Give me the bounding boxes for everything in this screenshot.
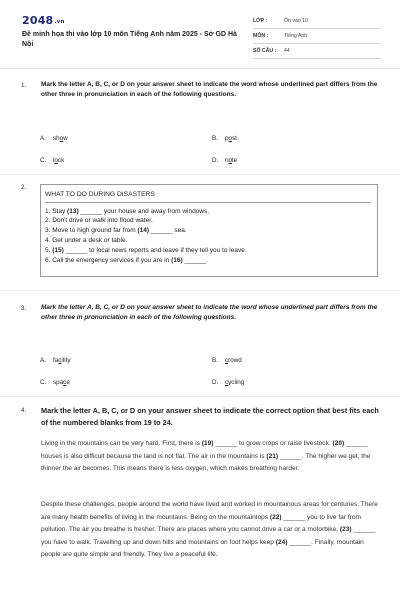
meta-count-key: SỐ CÂU : [253, 48, 277, 54]
exam-header [0, 0, 400, 68]
site-logo[interactable] [22, 14, 65, 27]
option-underlined-part: c [225, 357, 229, 364]
option-underlined-part: o [54, 157, 58, 164]
question-1-option-a[interactable] [40, 135, 68, 142]
blank-16[interactable]: (16) [171, 257, 183, 264]
notice-box [40, 184, 378, 277]
question-2-number: 2. [21, 184, 27, 191]
option-underlined-part: o [228, 135, 233, 142]
option-word-start: p [225, 135, 229, 142]
logo-suffix: .vn [54, 19, 65, 25]
question-4-number: 4. [21, 407, 27, 414]
blank-20[interactable]: (20) [332, 440, 345, 447]
option-word-start: spa [53, 379, 64, 386]
option-underlined-part: c [63, 379, 67, 386]
option-letter: B. [212, 135, 218, 142]
option-word-end: ck [57, 157, 65, 164]
logo-main: 2048 [22, 14, 54, 27]
passage-paragraph-1: Living in the mountains can be very hard. First, there is (19) ______ to grow crops or raise livestock. (20) ______ houses is also difficult because the land is not flat. The air in the mountains is (21) ______. The higher we get, the thinner the air becomes. This means there is less oxygen, which makes breathing harder. [41, 440, 371, 473]
question-1-number: 1. [21, 82, 27, 89]
meta-count-value: 44 [284, 48, 290, 54]
notice-heading-rule [45, 202, 370, 203]
notice-line-6: 6. Call the emergency services if you are in (16) ______. [45, 257, 208, 264]
blank-14[interactable]: (14) [137, 227, 150, 234]
question-divider [0, 174, 400, 175]
option-letter: D. [212, 157, 219, 164]
option-word-end: te [232, 157, 238, 164]
blank-19[interactable]: (19) [201, 440, 214, 447]
option-word-end: ycling [228, 379, 245, 386]
meta-class-key: LỚP : [253, 18, 268, 24]
option-word-end: e [66, 379, 70, 386]
meta-subject-key: MÔN : [253, 33, 269, 39]
question-3-text: Mark the letter A, B, C, or D on your answer sheet to indicate the word whose underlined part differs from the other three in pronunciation in each of the following questions. [41, 304, 378, 321]
exam-title: Đề minh họa thi vào lớp 10 môn Tiếng Anh năm 2025 - Sở GD Hà Nội [22, 31, 237, 48]
notice-line-4: 4. Get under a desk or table. [45, 237, 128, 244]
blank-21[interactable]: (21) [266, 452, 279, 460]
option-word-start: l [53, 157, 55, 164]
option-word-start: sh [53, 135, 60, 142]
question-3-option-d[interactable] [212, 379, 244, 386]
option-word-end: ility [61, 357, 71, 364]
question-1-option-d[interactable] [212, 157, 237, 164]
notice-line-5: 5. (15) ______ to local news reports and leave if they tell you to leave. [45, 247, 247, 254]
meta-count-row [253, 44, 381, 59]
option-word-start: fa [53, 357, 59, 364]
option-letter: B. [212, 357, 218, 364]
option-word-end: w [63, 135, 68, 142]
option-letter: D. [212, 379, 219, 386]
question-4-text: Mark the letter A, B, C, or D on your answer sheet to indicate the correct option that best fits each of the numbered blanks from 19 to 24. [41, 406, 379, 427]
blank-23[interactable]: (23) [339, 526, 352, 534]
option-underlined-part: c [225, 379, 229, 386]
meta-subject-value: Tiếng Anh [284, 33, 308, 39]
meta-subject-row [253, 29, 381, 44]
question-3-option-c[interactable] [40, 379, 70, 386]
question-1-option-b[interactable] [212, 135, 237, 142]
question-3-option-a[interactable] [40, 357, 71, 364]
question-divider [0, 396, 400, 397]
blank-24[interactable]: (24) [275, 538, 288, 546]
header-divider [0, 68, 400, 69]
notice-heading: WHAT TO DO DURING DISASTERS [45, 191, 155, 198]
option-underlined-part: c [58, 357, 62, 364]
option-letter: A. [40, 357, 46, 364]
question-3-number: 3. [21, 305, 27, 312]
option-letter: A. [40, 135, 46, 142]
blank-22[interactable]: (22) [269, 513, 282, 521]
option-word-end: rowd [228, 357, 242, 364]
option-underlined-part: o [228, 157, 233, 164]
passage-paragraph-2: Despite these challenges, people around the world have lived and worked in mountainous areas for centuries. There are many health benefits of living in the mountains. Being on the mountaintops (22) ______ you to live far from pollution. The air you breathe is fresher. There are places where you cannot drive a car or a motorbike, (23) ______ you have to walk. Travelling up and down hills and mountains on foot helps keep (24) ______. Finally, mountain people are quite simple and friendly. They live a peaceful life. [41, 501, 378, 559]
question-divider [0, 290, 400, 291]
question-1-option-c[interactable] [40, 157, 64, 164]
notice-line-1: 1. Stay (13) ______ your house and away from windows. [45, 208, 210, 215]
option-letter: C. [40, 157, 47, 164]
question-3-option-b[interactable] [212, 357, 242, 364]
option-word-start: n [225, 157, 229, 164]
meta-class-value: Ôn vào 10 [284, 18, 308, 24]
option-underlined-part: o [59, 135, 64, 142]
blank-15[interactable]: (15) [52, 247, 64, 254]
blank-13[interactable]: (13) [67, 208, 79, 215]
option-word-end: st [232, 135, 237, 142]
notice-line-3: 3. Move to high ground far from (14) ______ sea. [45, 227, 187, 234]
notice-line-2: 2. Don't drive or walk into flood water. [45, 217, 153, 224]
question-1-text: Mark the letter A, B, C, or D on your answer sheet to indicate the word whose underlined part differs from the other three in pronunciation in each of the following questions. [41, 81, 378, 98]
option-letter: C. [40, 379, 47, 386]
meta-class-row [253, 14, 381, 29]
